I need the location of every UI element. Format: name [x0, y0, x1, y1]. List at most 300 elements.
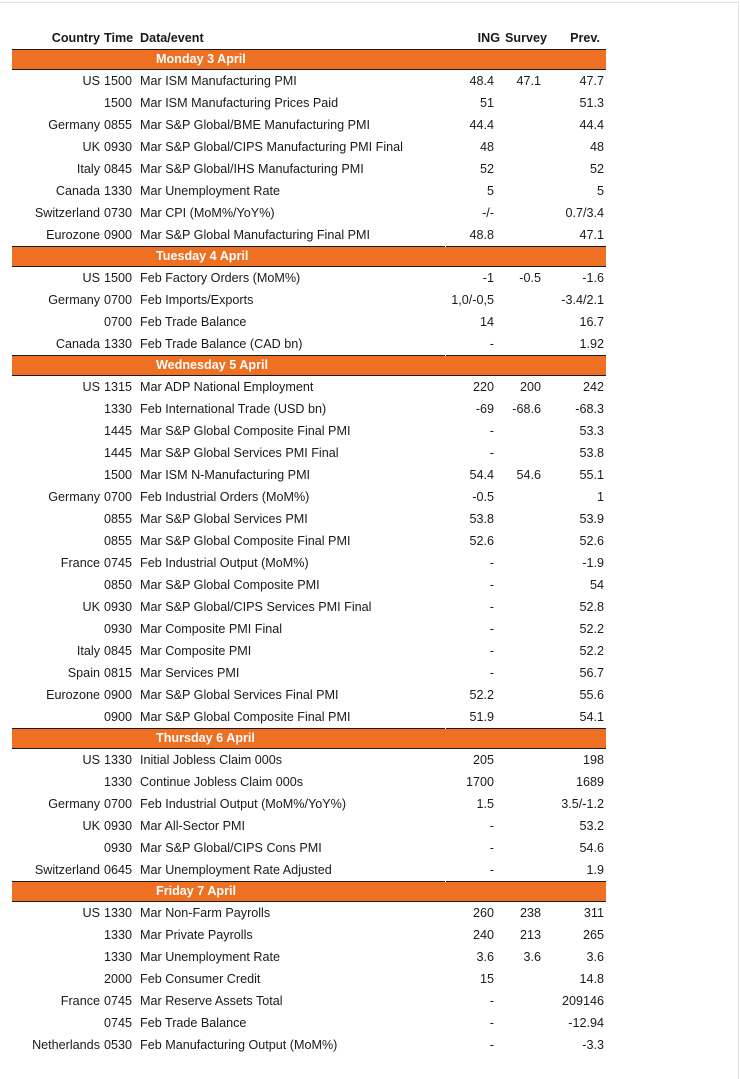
ing-forecast-cell: 220 — [472, 380, 494, 394]
survey-cell — [504, 1012, 551, 1034]
country-cell: Italy — [76, 162, 100, 176]
day-header-spacer — [12, 356, 104, 376]
survey-cell — [504, 706, 551, 729]
time-cell: 0815 — [104, 666, 133, 680]
table-row — [12, 618, 606, 640]
event-cell: Mar S&P Global Services Final PMI — [140, 688, 339, 702]
country-cell: Germany — [48, 293, 100, 307]
ing-forecast-cell: 51 — [479, 96, 494, 110]
country-cell — [12, 508, 104, 530]
survey-cell: 200 — [519, 380, 541, 394]
table-row — [12, 749, 606, 772]
event-cell: Mar ISM N-Manufacturing PMI — [140, 468, 311, 482]
table-row — [12, 398, 606, 420]
ing-forecast-cell: 48.4 — [469, 74, 494, 88]
table-row — [12, 771, 606, 793]
country-cell — [12, 420, 104, 442]
header-time: Time — [104, 28, 138, 50]
event-cell: Feb International Trade (USD bn) — [140, 402, 327, 416]
previous-value-cell: 47.1 — [579, 228, 604, 242]
day-header-spacer — [104, 356, 138, 376]
survey-cell — [504, 968, 551, 990]
country-cell: UK — [82, 819, 100, 833]
ing-forecast-cell: 51.9 — [469, 710, 494, 724]
ing-forecast-cell: - — [489, 994, 494, 1008]
ing-forecast-cell: - — [489, 1038, 494, 1052]
previous-value-cell: 54 — [589, 578, 604, 592]
survey-cell — [504, 486, 551, 508]
event-cell: Mar Reserve Assets Total — [140, 994, 283, 1008]
table-row — [12, 574, 606, 596]
event-cell: Mar S&P Global/CIPS Manufacturing PMI Final — [140, 140, 403, 154]
survey-cell — [504, 552, 551, 574]
time-cell: 0855 — [104, 512, 133, 526]
table-row — [12, 662, 606, 684]
survey-cell — [504, 859, 551, 882]
time-cell: 0930 — [104, 600, 133, 614]
survey-cell — [504, 837, 551, 859]
country-cell — [12, 442, 104, 464]
country-cell: Eurozone — [46, 688, 100, 702]
table-row — [12, 267, 606, 290]
time-cell: 1500 — [104, 96, 133, 110]
table-row — [12, 815, 606, 837]
country-cell — [12, 398, 104, 420]
country-cell: Switzerland — [34, 206, 100, 220]
table-row — [12, 224, 606, 247]
country-cell: US — [82, 74, 100, 88]
ing-forecast-cell: 52.2 — [469, 688, 494, 702]
table-row — [12, 114, 606, 136]
previous-value-cell: -3.4/2.1 — [561, 293, 604, 307]
calendar-body — [12, 50, 606, 1057]
time-cell: 0700 — [104, 490, 133, 504]
time-cell: 0700 — [104, 797, 133, 811]
day-header-spacer — [12, 729, 104, 749]
table-row — [12, 486, 606, 508]
country-cell — [12, 92, 104, 114]
survey-cell — [504, 1034, 551, 1056]
event-cell: Mar S&P Global Composite Final PMI — [140, 424, 351, 438]
survey-cell: -0.5 — [519, 271, 541, 285]
event-cell: Mar Non-Farm Payrolls — [140, 906, 271, 920]
survey-cell — [504, 815, 551, 837]
table-row — [12, 376, 606, 399]
ing-forecast-cell: -/- — [482, 206, 494, 220]
table-row — [12, 70, 606, 93]
previous-value-cell: 1 — [596, 490, 604, 504]
time-cell: 0930 — [104, 819, 133, 833]
previous-value-cell: -3.3 — [582, 1038, 604, 1052]
survey-cell — [504, 224, 551, 247]
event-cell: Initial Jobless Claim 000s — [140, 753, 283, 767]
event-cell: Feb Trade Balance — [140, 315, 247, 329]
country-cell — [12, 530, 104, 552]
time-cell: 0930 — [104, 622, 133, 636]
survey-cell — [504, 311, 551, 333]
ing-forecast-cell: 53.8 — [469, 512, 494, 526]
time-cell: 0900 — [104, 710, 133, 724]
ing-forecast-cell: - — [489, 424, 494, 438]
table-row — [12, 684, 606, 706]
table-row — [12, 420, 606, 442]
time-cell: 0730 — [104, 206, 133, 220]
table-row — [12, 552, 606, 574]
table-row — [12, 464, 606, 486]
event-cell: Mar Unemployment Rate — [140, 950, 280, 964]
day-header-label: Wednesday 5 April — [138, 356, 606, 376]
country-cell: France — [60, 994, 100, 1008]
time-cell: 1330 — [104, 184, 133, 198]
ing-forecast-cell: 1700 — [465, 775, 494, 789]
survey-cell — [504, 990, 551, 1012]
time-cell: 1445 — [104, 446, 133, 460]
event-cell: Mar ISM Manufacturing Prices Paid — [140, 96, 339, 110]
right-border — [738, 2, 739, 1079]
event-cell: Feb Industrial Output (MoM%/YoY%) — [140, 797, 347, 811]
table-row — [12, 859, 606, 882]
ing-forecast-cell: 205 — [472, 753, 494, 767]
header-row — [12, 28, 606, 50]
ing-forecast-cell: 14 — [479, 315, 494, 329]
previous-value-cell: 209146 — [561, 994, 604, 1008]
survey-cell — [504, 202, 551, 224]
time-cell: 0930 — [104, 841, 133, 855]
time-cell: 1330 — [104, 950, 133, 964]
time-cell: 0745 — [104, 556, 133, 570]
day-header-spacer — [104, 729, 138, 749]
day-header-spacer — [104, 50, 138, 70]
table-row — [12, 530, 606, 552]
header-country: Country — [12, 28, 104, 50]
previous-value-cell: -68.3 — [575, 402, 604, 416]
event-cell: Mar S&P Global/CIPS Cons PMI — [140, 841, 322, 855]
previous-value-cell: -1.9 — [582, 556, 604, 570]
previous-value-cell: 53.3 — [579, 424, 604, 438]
country-cell: France — [60, 556, 100, 570]
header-survey: Survey — [504, 28, 551, 50]
day-header-spacer — [12, 247, 104, 267]
survey-cell: 238 — [519, 906, 541, 920]
table-row — [12, 837, 606, 859]
previous-value-cell: 242 — [582, 380, 604, 394]
previous-value-cell: 52.2 — [579, 622, 604, 636]
previous-value-cell: 52.6 — [579, 534, 604, 548]
previous-value-cell: 48 — [589, 140, 604, 154]
country-cell: Switzerland — [34, 863, 100, 877]
day-header-label: Monday 3 April — [138, 50, 606, 70]
country-cell: US — [82, 380, 100, 394]
ing-forecast-cell: - — [489, 600, 494, 614]
survey-cell — [504, 92, 551, 114]
previous-value-cell: 3.6 — [586, 950, 604, 964]
previous-value-cell: 198 — [582, 753, 604, 767]
previous-value-cell: 53.9 — [579, 512, 604, 526]
country-cell: US — [82, 753, 100, 767]
survey-cell — [504, 574, 551, 596]
event-cell: Mar ISM Manufacturing PMI — [140, 74, 297, 88]
ing-forecast-cell: 260 — [472, 906, 494, 920]
event-cell: Feb Industrial Output (MoM%) — [140, 556, 309, 570]
previous-value-cell: 265 — [582, 928, 604, 942]
previous-value-cell: 5 — [596, 184, 604, 198]
country-cell — [12, 771, 104, 793]
event-cell: Continue Jobless Claim 000s — [140, 775, 304, 789]
ing-forecast-cell: - — [489, 337, 494, 351]
survey-cell — [504, 333, 551, 356]
table-row — [12, 596, 606, 618]
country-cell: UK — [82, 140, 100, 154]
survey-cell — [504, 530, 551, 552]
previous-value-cell: 1.92 — [579, 337, 604, 351]
table-row — [12, 1034, 606, 1056]
table-row — [12, 311, 606, 333]
event-cell: Mar S&P Global Composite Final PMI — [140, 710, 351, 724]
event-cell: Mar ADP National Employment — [140, 380, 314, 394]
day-header-row — [12, 729, 606, 749]
ing-forecast-cell: 44.4 — [469, 118, 494, 132]
ing-forecast-cell: - — [489, 446, 494, 460]
table-row — [12, 968, 606, 990]
ing-forecast-cell: - — [489, 622, 494, 636]
time-cell: 0745 — [104, 994, 133, 1008]
time-cell: 0855 — [104, 118, 133, 132]
event-cell: Feb Consumer Credit — [140, 972, 261, 986]
table-row — [12, 158, 606, 180]
survey-cell — [504, 180, 551, 202]
country-cell — [12, 574, 104, 596]
ing-forecast-cell: - — [489, 578, 494, 592]
time-cell: 0530 — [104, 1038, 133, 1052]
table-row — [12, 92, 606, 114]
survey-cell — [504, 136, 551, 158]
survey-cell — [504, 508, 551, 530]
time-cell: 0845 — [104, 162, 133, 176]
survey-cell: -68.6 — [512, 402, 541, 416]
time-cell: 1330 — [104, 402, 133, 416]
country-cell — [12, 706, 104, 729]
day-header-label: Friday 7 April — [138, 882, 606, 902]
country-cell: Canada — [55, 184, 100, 198]
header-event: Data/event — [138, 28, 445, 50]
ing-forecast-cell: 48.8 — [469, 228, 494, 242]
country-cell: Germany — [48, 118, 100, 132]
previous-value-cell: 1.9 — [586, 863, 604, 877]
previous-value-cell: 53.8 — [579, 446, 604, 460]
ing-forecast-cell: -0.5 — [472, 490, 494, 504]
previous-value-cell: 14.8 — [579, 972, 604, 986]
country-cell: Italy — [76, 644, 100, 658]
time-cell: 1330 — [104, 928, 133, 942]
survey-cell: 3.6 — [523, 950, 541, 964]
country-cell: Netherlands — [32, 1038, 100, 1052]
survey-cell — [504, 749, 551, 772]
survey-cell — [504, 793, 551, 815]
day-header-spacer — [104, 247, 138, 267]
day-header-label: Tuesday 4 April — [138, 247, 606, 267]
ing-forecast-cell: 1.5 — [476, 797, 494, 811]
country-cell — [12, 464, 104, 486]
previous-value-cell: -12.94 — [568, 1016, 604, 1030]
ing-forecast-cell: - — [489, 863, 494, 877]
event-cell: Mar Composite PMI — [140, 644, 252, 658]
table-row — [12, 793, 606, 815]
header-ing: ING — [445, 28, 504, 50]
country-cell — [12, 1012, 104, 1034]
event-cell: Mar Composite PMI Final — [140, 622, 283, 636]
previous-value-cell: 54.6 — [579, 841, 604, 855]
table-row — [12, 442, 606, 464]
table-row — [12, 924, 606, 946]
survey-cell — [504, 640, 551, 662]
previous-value-cell: 52.8 — [579, 600, 604, 614]
previous-value-cell: 52 — [589, 162, 604, 176]
ing-forecast-cell: - — [489, 666, 494, 680]
country-cell — [12, 311, 104, 333]
country-cell — [12, 924, 104, 946]
table-row — [12, 333, 606, 356]
ing-forecast-cell: 52.6 — [469, 534, 494, 548]
event-cell: Feb Manufacturing Output (MoM%) — [140, 1038, 338, 1052]
previous-value-cell: 47.7 — [579, 74, 604, 88]
ing-forecast-cell: - — [489, 819, 494, 833]
ing-forecast-cell: 15 — [479, 972, 494, 986]
time-cell: 1445 — [104, 424, 133, 438]
ing-forecast-cell: -69 — [475, 402, 494, 416]
ing-forecast-cell: 54.4 — [469, 468, 494, 482]
event-cell: Feb Trade Balance (CAD bn) — [140, 337, 303, 351]
time-cell: 1330 — [104, 753, 133, 767]
ing-forecast-cell: - — [489, 1016, 494, 1030]
table-row — [12, 202, 606, 224]
ing-forecast-cell: 1,0/-0,5 — [451, 293, 494, 307]
event-cell: Mar Private Payrolls — [140, 928, 253, 942]
ing-forecast-cell: - — [489, 841, 494, 855]
event-cell: Mar S&P Global/CIPS Services PMI Final — [140, 600, 372, 614]
previous-value-cell: -1.6 — [582, 271, 604, 285]
event-cell: Feb Trade Balance — [140, 1016, 247, 1030]
country-cell: Spain — [67, 666, 100, 680]
country-cell: US — [82, 271, 100, 285]
table-row — [12, 902, 606, 925]
table-row — [12, 136, 606, 158]
survey-cell: 54.6 — [516, 468, 541, 482]
event-cell: Mar S&P Global Composite PMI — [140, 578, 320, 592]
day-header-spacer — [104, 882, 138, 902]
ing-forecast-cell: 5 — [486, 184, 494, 198]
time-cell: 1315 — [104, 380, 133, 394]
event-cell: Feb Industrial Orders (MoM%) — [140, 490, 310, 504]
survey-cell — [504, 420, 551, 442]
time-cell: 0745 — [104, 1016, 133, 1030]
time-cell: 1330 — [104, 775, 133, 789]
table-row — [12, 180, 606, 202]
survey-cell — [504, 618, 551, 640]
ing-forecast-cell: - — [489, 644, 494, 658]
survey-cell — [504, 684, 551, 706]
previous-value-cell: 55.6 — [579, 688, 604, 702]
table-row — [12, 946, 606, 968]
event-cell: Mar Unemployment Rate Adjusted — [140, 863, 332, 877]
event-cell: Mar S&P Global Composite Final PMI — [140, 534, 351, 548]
day-header-spacer — [12, 50, 104, 70]
header-prev: Prev. — [551, 28, 606, 50]
time-cell: 1500 — [104, 271, 133, 285]
survey-cell — [504, 158, 551, 180]
time-cell: 0845 — [104, 644, 133, 658]
previous-value-cell: 311 — [583, 906, 604, 920]
top-border — [0, 2, 738, 3]
table-row — [12, 508, 606, 530]
table-row — [12, 640, 606, 662]
day-header-spacer — [12, 882, 104, 902]
time-cell: 0900 — [104, 228, 133, 242]
table-row — [12, 289, 606, 311]
ing-forecast-cell: 3.6 — [476, 950, 494, 964]
previous-value-cell: 1689 — [575, 775, 604, 789]
survey-cell: 213 — [519, 928, 541, 942]
country-cell: Germany — [48, 797, 100, 811]
previous-value-cell: 0.7/3.4 — [565, 206, 604, 220]
day-header-row — [12, 356, 606, 376]
survey-cell — [504, 596, 551, 618]
country-cell: UK — [82, 600, 100, 614]
ing-forecast-cell: 240 — [472, 928, 494, 942]
event-cell: Mar S&P Global Services PMI Final — [140, 446, 339, 460]
table-row — [12, 1012, 606, 1034]
day-header-row — [12, 247, 606, 267]
time-cell: 0700 — [104, 293, 133, 307]
time-cell: 1500 — [104, 74, 133, 88]
event-cell: Mar S&P Global Manufacturing Final PMI — [140, 228, 371, 242]
time-cell: 0645 — [104, 863, 133, 877]
country-cell: US — [82, 906, 100, 920]
time-cell: 1330 — [104, 337, 133, 351]
ing-forecast-cell: 52 — [479, 162, 494, 176]
event-cell: Mar Unemployment Rate — [140, 184, 280, 198]
country-cell: Germany — [48, 490, 100, 504]
table-row — [12, 990, 606, 1012]
previous-value-cell: 16.7 — [579, 315, 604, 329]
time-cell: 0850 — [104, 578, 133, 592]
table-row — [12, 706, 606, 729]
event-cell: Feb Imports/Exports — [140, 293, 254, 307]
previous-value-cell: 56.7 — [579, 666, 604, 680]
day-header-row — [12, 882, 606, 902]
time-cell: 2000 — [104, 972, 133, 986]
country-cell — [12, 946, 104, 968]
time-cell: 0900 — [104, 688, 133, 702]
country-cell: Canada — [55, 337, 100, 351]
survey-cell — [504, 442, 551, 464]
survey-cell — [504, 289, 551, 311]
event-cell: Mar S&P Global Services PMI — [140, 512, 308, 526]
survey-cell — [504, 771, 551, 793]
time-cell: 0930 — [104, 140, 133, 154]
previous-value-cell: 54.1 — [579, 710, 604, 724]
previous-value-cell: 52.2 — [579, 644, 604, 658]
event-cell: Mar Services PMI — [140, 666, 240, 680]
event-cell: Mar CPI (MoM%/YoY%) — [140, 206, 275, 220]
previous-value-cell: 53.2 — [579, 819, 604, 833]
time-cell: 1330 — [104, 906, 133, 920]
survey-cell — [504, 662, 551, 684]
day-header-row — [12, 50, 606, 70]
previous-value-cell: 44.4 — [579, 118, 604, 132]
previous-value-cell: 51.3 — [579, 96, 604, 110]
day-header-label: Thursday 6 April — [138, 729, 606, 749]
survey-cell — [504, 114, 551, 136]
